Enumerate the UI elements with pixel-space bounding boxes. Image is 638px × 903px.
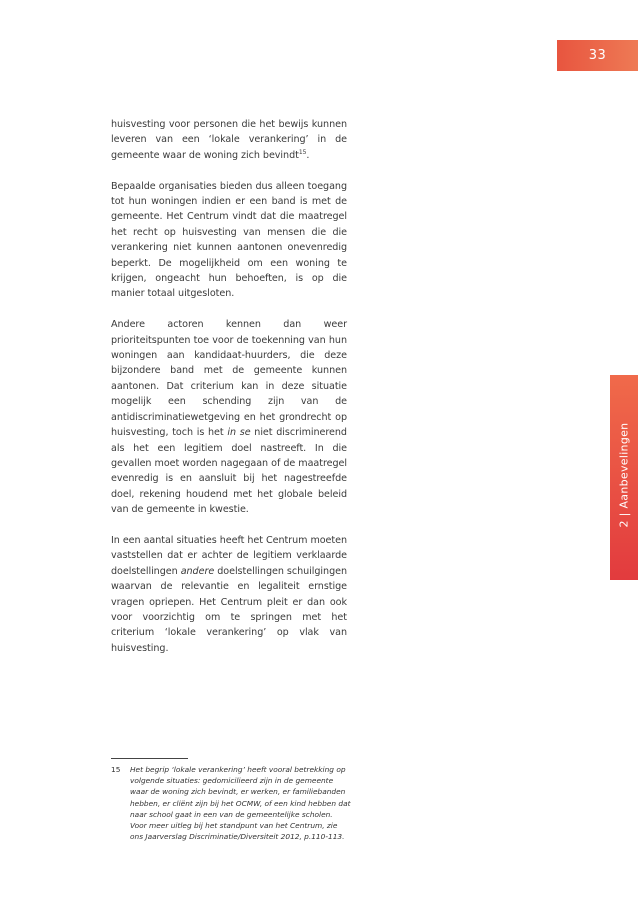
paragraph-4-italic: andere bbox=[180, 565, 215, 577]
footnote-divider bbox=[111, 758, 188, 759]
paragraph-1 bbox=[111, 117, 347, 163]
page-number: 33 bbox=[557, 40, 638, 71]
paragraph-3 bbox=[111, 317, 347, 517]
paragraph-1-text: huisvesting voor personen die het bewijs kunnen leveren van een ‘lokale verankering’ in de gemeente waar de woning zich bevindt bbox=[111, 119, 347, 161]
footnote-reference: 15 bbox=[298, 148, 307, 156]
main-body-text bbox=[111, 117, 347, 672]
paragraph-3-text-before: Andere actoren kennen dan weer prioriteitspunten toe voor de toekenning van hun woningen aan kandidaat-huurders, die deze bijzondere band met de gemeente kunnen aantonen. Dat criterium kan in deze situatie mogelijk een schending zijn van de antidiscriminatiewetgeving en het grondrecht op huisvesting, toch is het bbox=[111, 319, 347, 439]
paragraph-4 bbox=[111, 533, 347, 656]
chapter-side-tab-label bbox=[618, 423, 631, 528]
paragraph-3-text-after: niet discriminerend als het een legitiem doel nastreeft. In die gevallen moet worden nagegaan of de maatregel evenredig is en aansluit bij het nagestreefde doel, rekening houdend met het globale beleid van de gemeente in kwestie. bbox=[111, 427, 347, 516]
chapter-side-tab bbox=[610, 375, 638, 580]
paragraph-4-text-after: doelstellingen schuilgingen waarvan de relevantie en legaliteit ernstige vragen opriepen. Het Centrum pleit er dan ook voor voorzichtig om te springen met het criterium ‘lokale verankering’ op vlak van huisvesting. bbox=[111, 565, 347, 654]
paragraph-3-italic: in se bbox=[227, 427, 251, 439]
footnote-number: 15 bbox=[111, 765, 121, 774]
chapter-number: 2 bbox=[617, 520, 631, 528]
chapter-title: Aanbevelingen bbox=[617, 422, 631, 509]
paragraph-2: Bepaalde organisaties bieden dus alleen toegang tot hun woningen indien er een band is met de gemeente. Het Centrum vindt dat die maatregel het recht op huisvesting van mensen die die verankering niet kunnen aantonen onevenredig beperkt. De mogelijkheid om een woning te krijgen, ongeacht hun behoeften, is op die manier totaal uitgesloten. bbox=[111, 180, 347, 300]
chapter-separator: | bbox=[617, 512, 631, 517]
paragraph-1-end: . bbox=[306, 149, 310, 161]
footnote-text: Het begrip ‘lokale verankering’ heeft vooral betrekking op volgende situaties: gedomicilieerd zijn in de gemeente waar de woning zich bevindt, er werken, er familiebanden hebben, er cliënt zijn bij het OCMW, of een kind hebben dat naar school gaat in een van de gemeentelijke scholen. Voor meer uitleg bij het standpunt van het Centrum, zie ons Jaarverslag Discriminatie/Diversiteit 2012, p.110-113. bbox=[130, 765, 351, 842]
paragraph-4-text-before: In een aantal situaties heeft het Centrum moeten vaststellen dat er achter de legitiem verklaarde doelstellingen bbox=[111, 534, 347, 577]
footnote bbox=[111, 764, 351, 842]
